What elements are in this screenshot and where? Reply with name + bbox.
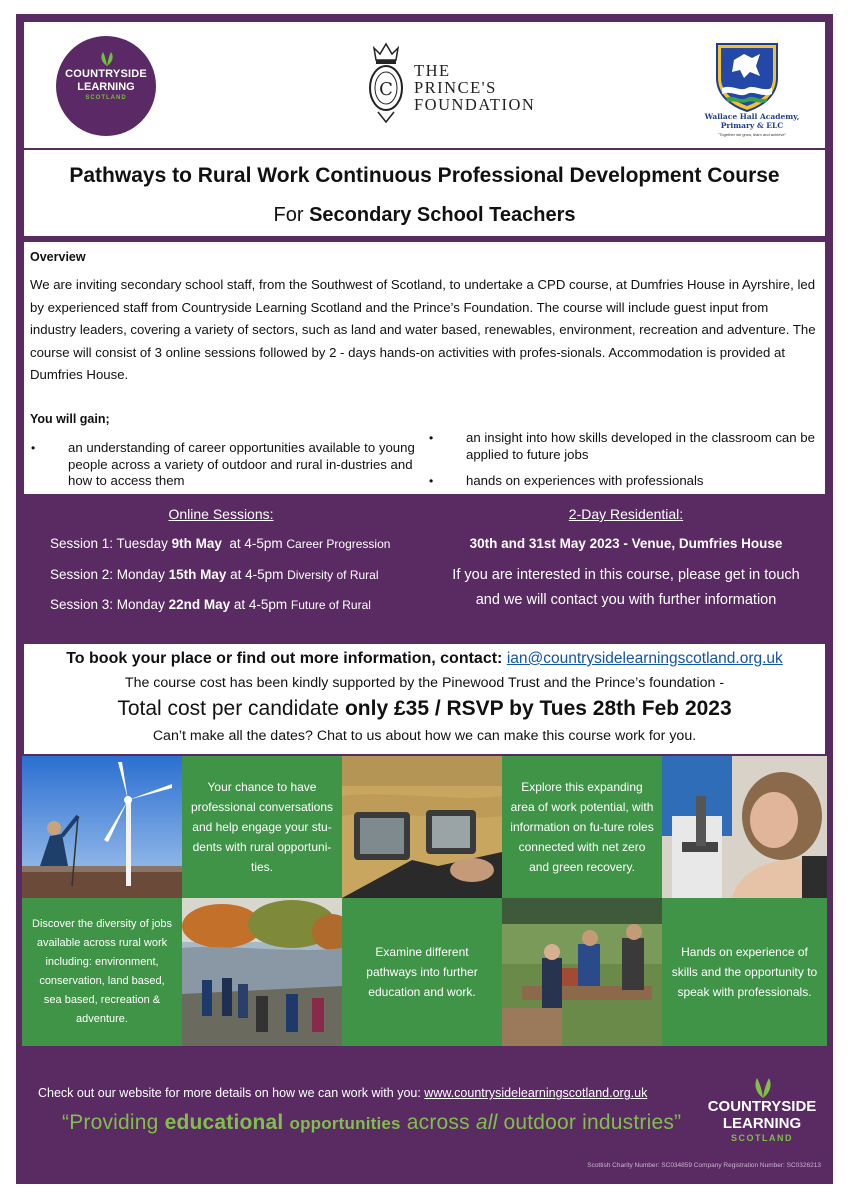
list-item: • an insight into how skills developed in the classroom can be applied to future jobs xyxy=(429,430,815,462)
svg-text:C: C xyxy=(379,79,393,100)
photo-wind-turbine xyxy=(22,756,182,898)
course-subtitle: For Secondary School Teachers xyxy=(273,204,576,226)
tile-professional-conversations: Your chance to have professional conversations and help engage your stu-dents with rural opportuni-ties. xyxy=(182,756,342,898)
tile-diversity-of-jobs: Discover the diversity of jobs available across rural work including: environment, conservation, land based, sea based, recreation & adventure. xyxy=(22,898,182,1046)
overview-body: We are inviting secondary school staff, from the Southwest of Scotland, to undertake a CPD course, at Dumfries House in Ayrshire, led by experienced staff from Countryside Learning Scotland and the Prince’s Foundation. The course will include guest input from industry leaders, covering a variety of sectors, such as land and water based, renewables, environment, recreation and adventure. The course will consist of 3 online sessions followed by 2 - days hands-on activities with profes-sionals. Accommodation is provided at Dumfries House. xyxy=(30,277,816,383)
footer-quote: “Providing educational opportunities across all outdoor industries” xyxy=(62,1111,682,1134)
photo-field-device xyxy=(342,756,502,898)
bricklaying-image xyxy=(502,898,662,1046)
tile-hands-on-experience: Hands on experience of skills and the opportunity to speak with professionals. xyxy=(662,898,827,1046)
river-image xyxy=(182,898,342,1046)
bullet-icon: • xyxy=(31,441,36,455)
photo-river xyxy=(182,898,342,1046)
logo-text-line3: SCOTLAND xyxy=(731,1133,793,1143)
residential-title: 2-Day Residential: xyxy=(568,506,684,522)
poster-frame xyxy=(16,14,833,1184)
registration-numbers: Scottish Charity Number: SC034859 Company Registration Number: SC0326213 xyxy=(587,1162,821,1169)
online-sessions-title: Online Sessions: xyxy=(168,506,274,522)
website-link[interactable]: www.countrysidelearningscotland.org.uk xyxy=(424,1086,648,1100)
residential-dates: 30th and 31st May 2023 - Venue, Dumfries House xyxy=(469,536,783,551)
logo-text-line2: LEARNING xyxy=(77,81,135,93)
booking-panel xyxy=(24,644,825,754)
website-line: Check out our website for more details on how we can work with you: www.countrysidelearningscotland.org.uk xyxy=(38,1086,648,1100)
gain-heading: You will gain; xyxy=(30,412,110,426)
logo-text-line1: COUNTRYSIDE xyxy=(707,1098,817,1115)
list-item: • hands on experiences with professionals xyxy=(429,473,704,489)
leaf-icon xyxy=(752,1078,774,1098)
logo-text-line1: COUNTRYSIDE xyxy=(65,68,147,80)
wind-turbine-image xyxy=(22,756,182,898)
footer-countryside-logo xyxy=(700,1078,824,1154)
logo-text-line3: SCOTLAND xyxy=(85,95,127,101)
course-title: Pathways to Rural Work Continuous Professional Development Course xyxy=(69,164,780,187)
email-link[interactable]: ian@countrysidelearningscotland.org.uk xyxy=(506,650,783,667)
microscope-image xyxy=(662,756,827,898)
overview-heading: Overview xyxy=(30,250,86,264)
session-3: Session 3: Monday 22nd May at 4-5pm Future of Rural xyxy=(50,597,371,612)
booking-contact: To book your place or find out more information, contact: ian@countrysidelearningscotland.org.uk xyxy=(66,650,783,667)
session-1: Session 1: Tuesday 9th May at 4-5pm Career Progression xyxy=(50,536,391,551)
bullet-icon: • xyxy=(429,431,434,445)
photo-microscope xyxy=(662,756,827,898)
sessions-section xyxy=(16,14,833,644)
photo-bricklaying xyxy=(502,898,662,1046)
cost-line: Total cost per candidate only £35 / RSVP by Tues 28th Feb 2023 xyxy=(117,697,732,720)
tile-explore-expanding: Explore this expanding area of work potential, with information on fu-ture roles connected with net zero and green recovery. xyxy=(502,756,662,898)
list-item: • an understanding of career opportunities available to young people across a variety of outdoor and rural in-dustries and how to access them xyxy=(31,440,415,489)
school-name: Wallace Hall Academy, Primary & ELC xyxy=(704,112,800,130)
field-device-image xyxy=(342,756,502,898)
residential-info-line2: and we will contact you with further information xyxy=(475,592,777,608)
princes-foundation-text: THE PRINCE'S FOUNDATION xyxy=(414,61,536,114)
school-motto: "Together we grow, learn and achieve" xyxy=(718,132,786,137)
session-2: Session 2: Monday 15th May at 4-5pm Diversity of Rural xyxy=(50,567,379,582)
tile-different-pathways: Examine different pathways into further education and work. xyxy=(342,898,502,1046)
support-note: The course cost has been kindly supported by the Pinewood Trust and the Prince’s foundation - xyxy=(124,675,725,691)
bullet-icon: • xyxy=(429,474,434,489)
residential-info-line1: If you are interested in this course, please get in touch xyxy=(452,567,800,583)
logo-text-line2: LEARNING xyxy=(722,1115,802,1132)
dates-note: Can’t make all the dates? Chat to us about how we can make this course work for you. xyxy=(152,728,697,744)
